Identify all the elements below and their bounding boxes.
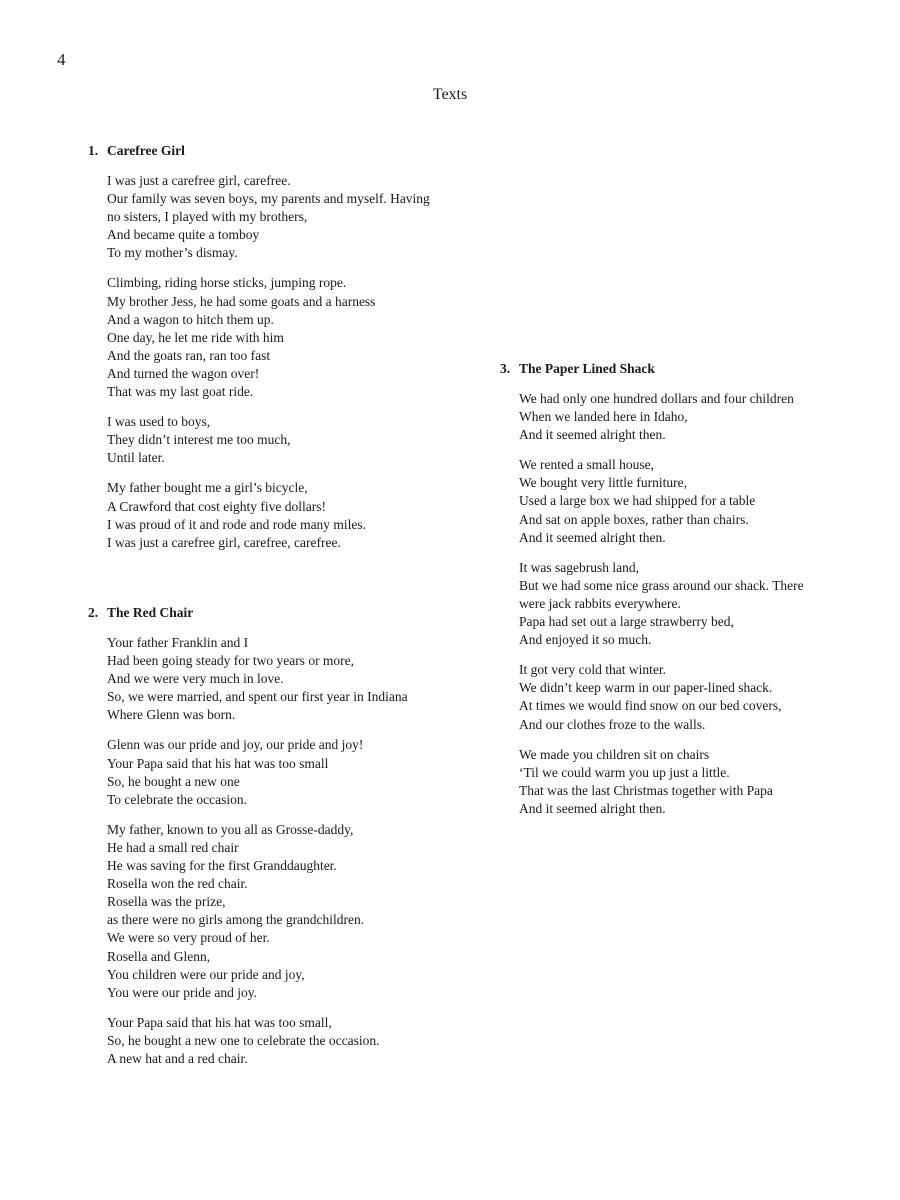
poem-line: And it seemed alright then. bbox=[519, 800, 666, 816]
poem-line: A new hat and a red chair. bbox=[107, 1050, 248, 1066]
poem-line: Your father Franklin and I bbox=[107, 635, 249, 650]
poem-line: That was my last goat ride. bbox=[107, 384, 254, 400]
poem-line: I was just a carefree girl, carefree. bbox=[107, 173, 291, 188]
poem-line: A Crawford that cost eighty five dollars! bbox=[107, 498, 326, 514]
stanza bbox=[519, 661, 804, 733]
poem-line: You children were our pride and joy, bbox=[107, 966, 305, 982]
stanza bbox=[107, 736, 408, 808]
poem-line: Rosella was the prize, bbox=[107, 894, 226, 910]
poem-line: no sisters, I played with my brothers, bbox=[107, 209, 308, 225]
poem-line: When we landed here in Idaho, bbox=[519, 409, 688, 425]
poem-line: That was the last Christmas together with Papa bbox=[519, 782, 773, 798]
poem-line: We bought very little furniture, bbox=[519, 475, 687, 491]
poem-line: My father bought me a girl’s bicycle, bbox=[107, 480, 308, 496]
poem-line: We rented a small house, bbox=[519, 457, 654, 473]
poem-line: And turned the wagon over! bbox=[107, 365, 260, 381]
stanza bbox=[107, 274, 430, 401]
poem-line: So, we were married, and spent our first year in Indiana bbox=[107, 689, 408, 705]
poem-line: And it seemed alright then. bbox=[519, 427, 666, 443]
poem-line: And enjoyed it so much. bbox=[519, 632, 652, 648]
poem-line: We didn’t keep warm in our paper-lined shack. bbox=[519, 680, 773, 696]
stanza bbox=[107, 1014, 408, 1068]
poem-line: And we were very much in love. bbox=[107, 671, 284, 687]
stanza bbox=[519, 390, 804, 444]
poem-line: One day, he let me ride with him bbox=[107, 329, 284, 345]
stanza bbox=[519, 746, 804, 818]
stanza bbox=[107, 413, 430, 467]
stanza bbox=[519, 456, 804, 546]
poem-line: And sat on apple boxes, rather than chairs. bbox=[519, 511, 749, 527]
poem-number: 2. bbox=[88, 605, 99, 620]
poem-the-paper-lined-shack bbox=[500, 360, 804, 830]
poem-line: So, he bought a new one to celebrate the occasion. bbox=[107, 1032, 380, 1048]
poem-line: Rosella won the red chair. bbox=[107, 876, 248, 892]
poem-line: My father, known to you all as Grosse-daddy, bbox=[107, 821, 354, 837]
poem-line: It got very cold that winter. bbox=[519, 662, 666, 678]
poem-line: I was proud of it and rode and rode many miles. bbox=[107, 516, 367, 532]
poem-line: And our clothes froze to the walls. bbox=[519, 716, 706, 732]
poem-line: And became quite a tomboy bbox=[107, 227, 260, 243]
poem-line: I was used to boys, bbox=[107, 414, 211, 430]
poem-line: We had only one hundred dollars and four children bbox=[519, 391, 794, 406]
poem-carefree-girl bbox=[88, 142, 430, 564]
poem-title: Carefree Girl bbox=[107, 143, 185, 158]
stanza bbox=[107, 172, 430, 262]
poem-line: But we had some nice grass around our shack. There bbox=[519, 577, 804, 593]
poem-line: I was just a carefree girl, carefree, carefree. bbox=[107, 534, 341, 550]
poem-line: He had a small red chair bbox=[107, 839, 239, 855]
poem-line: Your Papa said that his hat was too small bbox=[107, 755, 329, 771]
poem-line: And it seemed alright then. bbox=[519, 529, 666, 545]
poem-line: Glenn was our pride and joy, our pride and joy! bbox=[107, 737, 364, 753]
stanza bbox=[107, 479, 430, 551]
poem-line: My brother Jess, he had some goats and a harness bbox=[107, 293, 376, 309]
poem-title: The Red Chair bbox=[107, 605, 194, 620]
poem-line: ‘Til we could warm you up just a little. bbox=[519, 764, 730, 780]
poem-line: Papa had set out a large strawberry bed, bbox=[519, 614, 734, 630]
stanza bbox=[519, 559, 804, 649]
poem-line: They didn’t interest me too much, bbox=[107, 432, 291, 448]
poem-line: You were our pride and joy. bbox=[107, 984, 257, 1000]
poem-the-red-chair bbox=[88, 604, 408, 1080]
poem-line: We were so very proud of her. bbox=[107, 930, 270, 946]
poem-line: Our family was seven boys, my parents and myself. Having bbox=[107, 191, 430, 207]
poem-line: At times we would find snow on our bed covers, bbox=[519, 698, 782, 714]
poem-line: Rosella and Glenn, bbox=[107, 948, 211, 964]
poem-line: And the goats ran, ran too fast bbox=[107, 347, 271, 363]
poem-line: We made you children sit on chairs bbox=[519, 746, 710, 762]
poem-line: Your Papa said that his hat was too small, bbox=[107, 1014, 332, 1030]
poem-line: Climbing, riding horse sticks, jumping rope. bbox=[107, 275, 347, 291]
poem-heading bbox=[88, 604, 408, 622]
stanza bbox=[107, 634, 408, 724]
poem-line: Used a large box we had shipped for a table bbox=[519, 493, 756, 509]
poem-title: The Paper Lined Shack bbox=[519, 361, 655, 376]
poem-heading bbox=[88, 142, 430, 160]
poem-line: Where Glenn was born. bbox=[107, 707, 236, 723]
stanza bbox=[107, 821, 408, 1002]
poem-line: It was sagebrush land, bbox=[519, 559, 639, 575]
page-title: Texts bbox=[432, 86, 468, 103]
poem-line: He was saving for the first Granddaughter. bbox=[107, 858, 337, 874]
poem-line: as there were no girls among the grandchildren. bbox=[107, 912, 365, 928]
poem-line: were jack rabbits everywhere. bbox=[519, 595, 681, 611]
poem-line: To my mother’s dismay. bbox=[107, 245, 238, 261]
poem-line: To celebrate the occasion. bbox=[107, 791, 247, 807]
poem-line: And a wagon to hitch them up. bbox=[107, 311, 274, 327]
poem-number: 1. bbox=[88, 143, 99, 158]
poem-line: Until later. bbox=[107, 450, 165, 466]
poem-line: So, he bought a new one bbox=[107, 773, 240, 789]
poem-line: Had been going steady for two years or more, bbox=[107, 653, 355, 669]
poem-number: 3. bbox=[500, 361, 511, 376]
page-number: 4 bbox=[57, 50, 66, 69]
poem-heading bbox=[500, 360, 804, 378]
